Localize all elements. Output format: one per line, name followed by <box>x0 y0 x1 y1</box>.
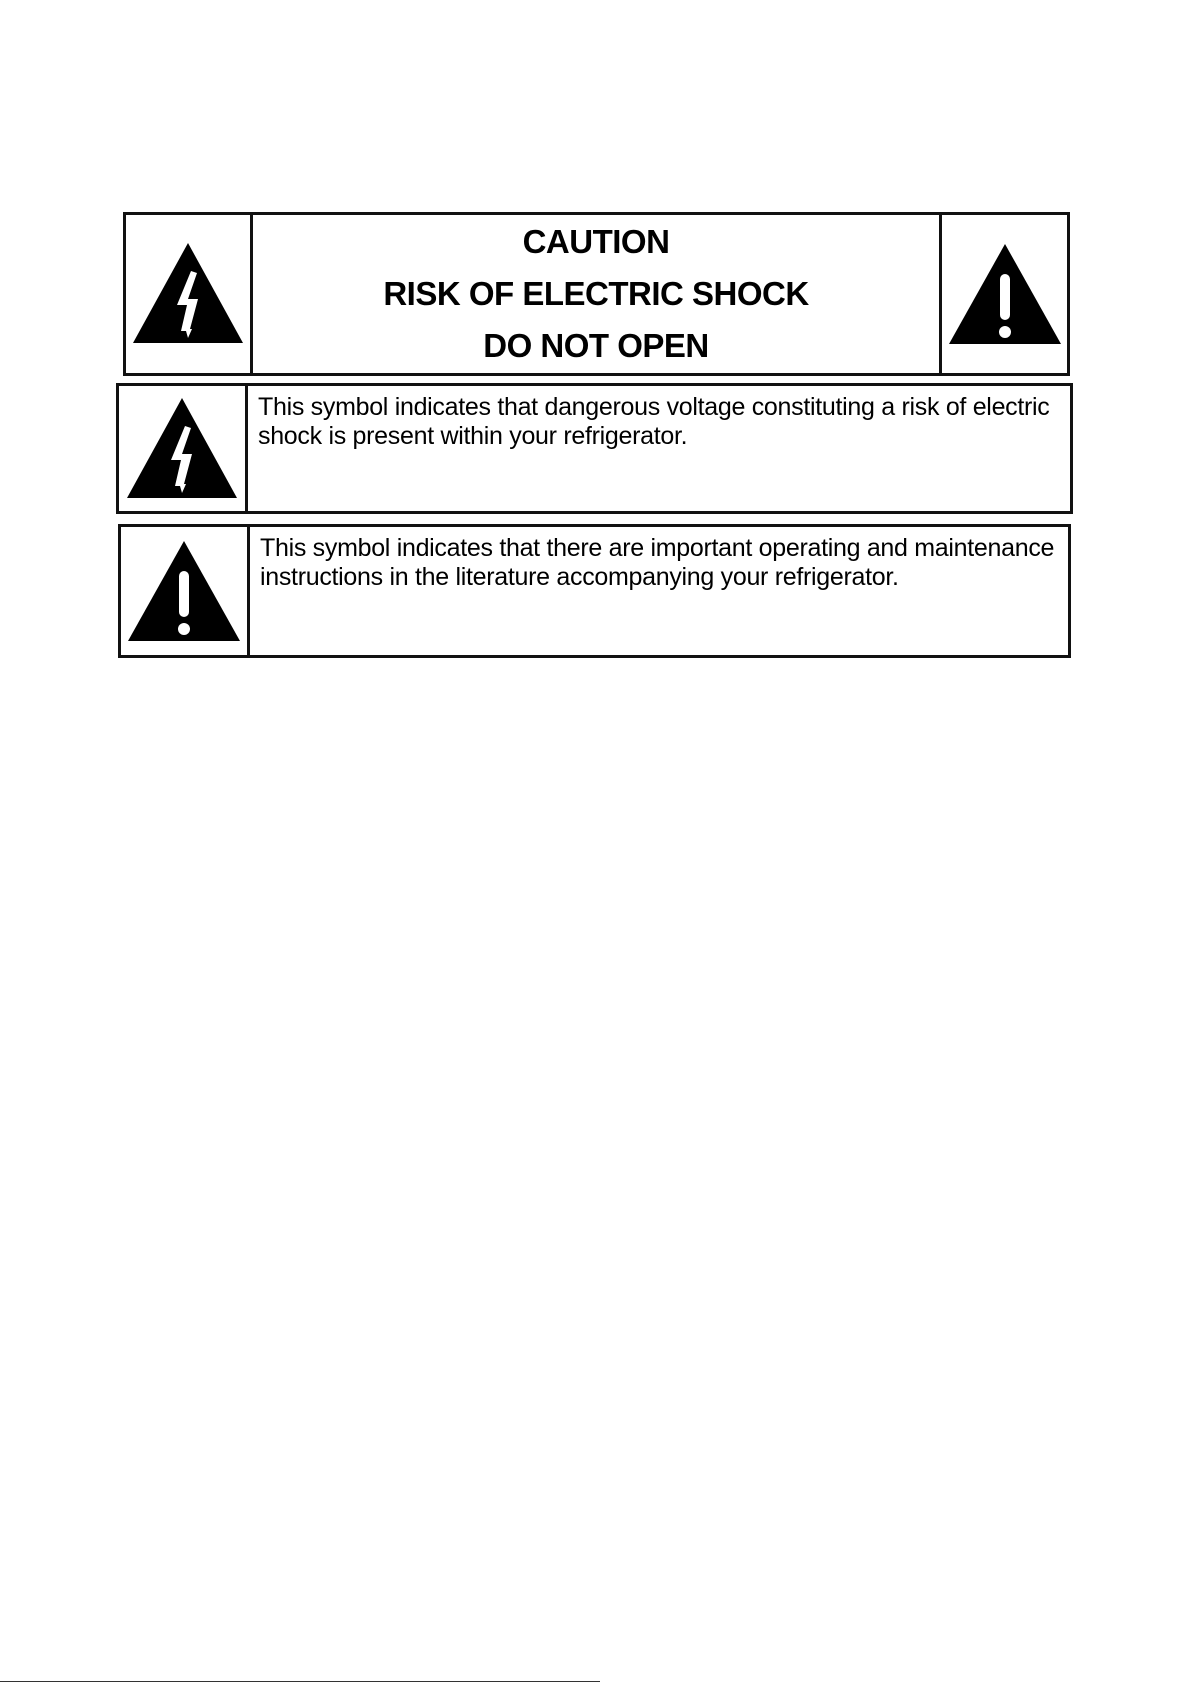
symbol-icon-cell <box>119 386 248 511</box>
symbol-explanation-row <box>116 383 1073 514</box>
exclamation-warning-icon <box>945 240 1065 348</box>
symbol-description: This symbol indicates that dangerous voltage constituting a risk of electric shock is present within your refrigerator. <box>258 393 1050 450</box>
symbol-icon-cell <box>121 527 250 655</box>
caution-left-icon-cell <box>126 215 253 373</box>
caution-title: CAUTION <box>522 223 670 260</box>
caution-right-icon-cell <box>939 215 1067 373</box>
page-bottom-rule <box>0 1681 600 1682</box>
lightning-warning-icon <box>129 239 247 349</box>
symbol-description: This symbol indicates that there are important operating and maintenance instructions in the literature accompanying your refrigerator. <box>260 534 1055 591</box>
caution-heading <box>253 215 939 373</box>
caution-risk-line: RISK OF ELECTRIC SHOCK <box>383 275 809 312</box>
exclamation-warning-icon <box>124 537 244 645</box>
lightning-warning-icon <box>122 394 242 504</box>
symbol-explanation-row <box>118 524 1071 658</box>
caution-do-not-open-line: DO NOT OPEN <box>483 327 709 364</box>
caution-panel <box>123 212 1070 376</box>
